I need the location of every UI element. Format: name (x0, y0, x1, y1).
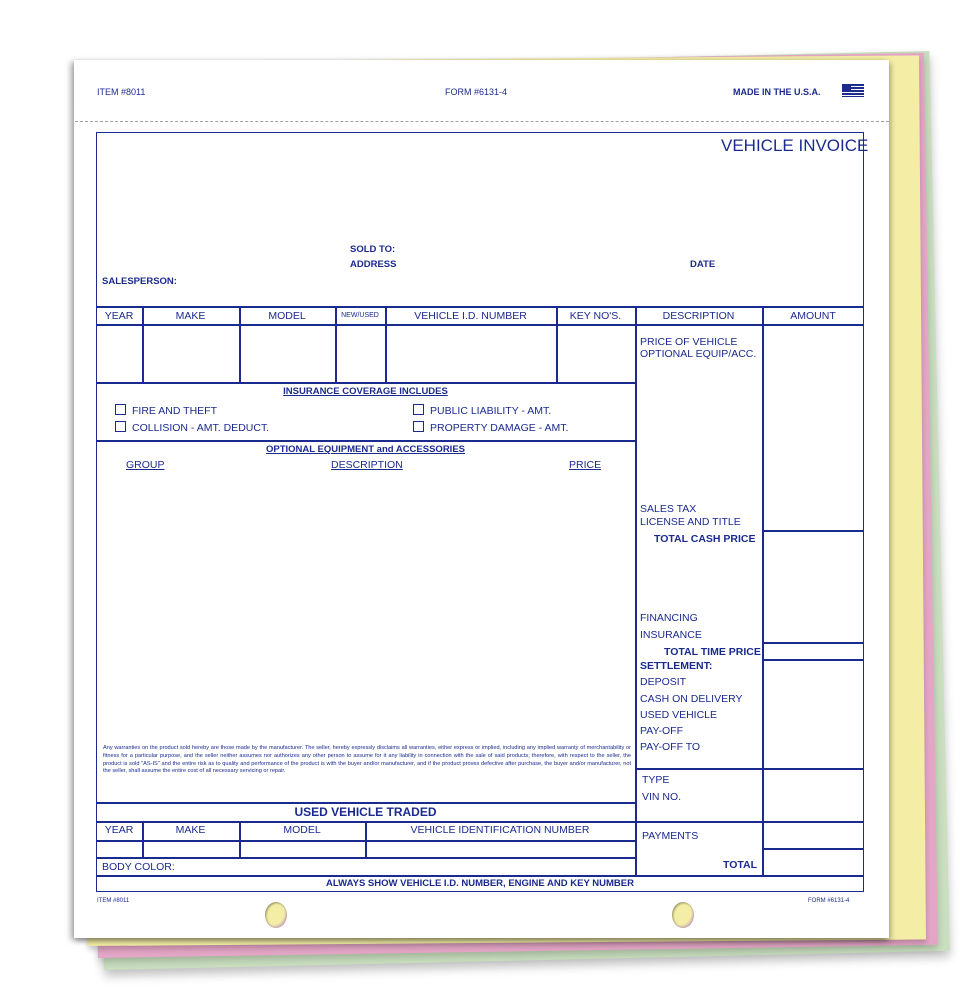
divider (762, 659, 864, 661)
trade-col-year: YEAR (104, 824, 134, 836)
trade-col-model: MODEL (283, 824, 321, 836)
used-vehicle-label: USED VEHICLE (640, 709, 718, 721)
insurance-collision[interactable]: COLLISION - AMT. DEDUCT. (115, 421, 269, 434)
binding-hole-icon (672, 902, 694, 928)
form-number: FORM #6131-4 (445, 87, 508, 97)
sales-tax-label: SALES TAX (640, 503, 697, 515)
divider (762, 530, 864, 532)
optional-equip-label: OPTIONAL EQUIP/ACC. (640, 348, 757, 360)
used-vehicle-traded-title: USED VEHICLE TRADED (294, 805, 437, 819)
checkbox[interactable] (115, 404, 126, 415)
divider (635, 306, 637, 876)
trade-col-vin: VEHICLE IDENTIFICATION NUMBER (410, 824, 590, 836)
col-vin: VEHICLE I.D. NUMBER (414, 310, 527, 322)
item-number: ITEM #8011 (97, 87, 146, 97)
settlement-label: SETTLEMENT: (640, 660, 713, 672)
col-new-used: NEW/USED (341, 312, 379, 319)
price-of-vehicle-label: PRICE OF VEHICLE (640, 336, 738, 348)
checkbox[interactable] (413, 404, 424, 415)
divider (96, 382, 635, 384)
vin-no-label: VIN NO. (642, 791, 682, 803)
form-border (96, 132, 864, 892)
divider (96, 802, 635, 804)
payoff-label: PAY-OFF (640, 725, 683, 737)
payments-label: PAYMENTS (642, 830, 699, 842)
deposit-label: DEPOSIT (640, 676, 687, 688)
col-key-nos: KEY NO'S. (569, 310, 622, 322)
col-description: DESCRIPTION (662, 310, 735, 322)
trade-col-make: MAKE (175, 824, 206, 836)
footer-form-number: FORM #6131-4 (808, 898, 850, 904)
col-make: MAKE (175, 310, 206, 322)
salesperson-label: SALESPERSON: (102, 276, 177, 287)
form-title: VEHICLE INVOICE (721, 136, 869, 155)
footer-item-number: ITEM #8011 (97, 898, 130, 904)
checkbox[interactable] (413, 421, 424, 432)
us-flag-icon (842, 84, 864, 97)
financing-label: FINANCING (640, 612, 698, 624)
total-time-price-label: TOTAL TIME PRICE (664, 646, 761, 658)
col-price: PRICE (569, 459, 602, 471)
license-title-label: LICENSE AND TITLE (640, 516, 741, 528)
col-year: YEAR (104, 310, 134, 322)
type-label: TYPE (642, 774, 670, 786)
col-opt-description: DESCRIPTION (331, 459, 403, 471)
cash-on-delivery-label: CASH ON DELIVERY (640, 693, 743, 705)
divider (96, 440, 635, 442)
date-label: DATE (690, 259, 716, 270)
col-group: GROUP (126, 459, 165, 471)
made-in-usa: MADE IN THE U.S.A. (733, 87, 821, 97)
insurance-public-liability[interactable]: PUBLIC LIABILITY - AMT. (413, 404, 551, 417)
divider (635, 821, 864, 823)
insurance-fire-theft[interactable]: FIRE AND THEFT (115, 404, 217, 417)
payoff-to-label: PAY-OFF TO (640, 741, 701, 753)
divider (96, 324, 864, 326)
divider (762, 848, 864, 850)
body-color-label: BODY COLOR: (102, 861, 175, 873)
address-label: ADDRESS (350, 259, 397, 270)
footer-note: ALWAYS SHOW VEHICLE I.D. NUMBER, ENGINE AND KEY NUMBER (326, 878, 634, 889)
insurance-label: INSURANCE (640, 629, 702, 641)
sold-to-label: SOLD TO: (350, 244, 396, 255)
insurance-title: INSURANCE COVERAGE INCLUDES (283, 386, 448, 397)
total-cash-price-label: TOTAL CASH PRICE (654, 533, 756, 545)
col-model: MODEL (268, 310, 306, 322)
optional-equipment-title: OPTIONAL EQUIPMENT and ACCESSORIES (266, 444, 465, 455)
checkbox[interactable] (115, 421, 126, 432)
divider (96, 875, 864, 877)
divider (762, 306, 764, 876)
divider (635, 768, 864, 770)
col-amount: AMOUNT (790, 310, 836, 322)
binding-hole-icon (265, 902, 287, 928)
total-label: TOTAL (723, 859, 758, 871)
insurance-property-damage[interactable]: PROPERTY DAMAGE - AMT. (413, 421, 568, 434)
divider (96, 306, 864, 308)
divider (762, 642, 864, 644)
warranty-disclaimer: Any warranties on the product sold hereby are those made by the manufacturer. The seller, hereby expressly disclaims all warranties, either express or implied, including any implied warranty of merchantability or fitness for a particular purpose, and the seller neither assumes nor authorizes any other person to assume for it any liability in connection with the sale of said products; therefore, with respect to the seller, the product is sold "AS-IS" and the entire risk as to quality and performance of the product is with the buyer and/or manufacturer, and if the product proves defective after purchase, the buyer and/or manufacturer, not the seller, shall assume the entire cost of all necessary servicing or repair. (103, 745, 631, 775)
perforation-line (75, 121, 889, 122)
